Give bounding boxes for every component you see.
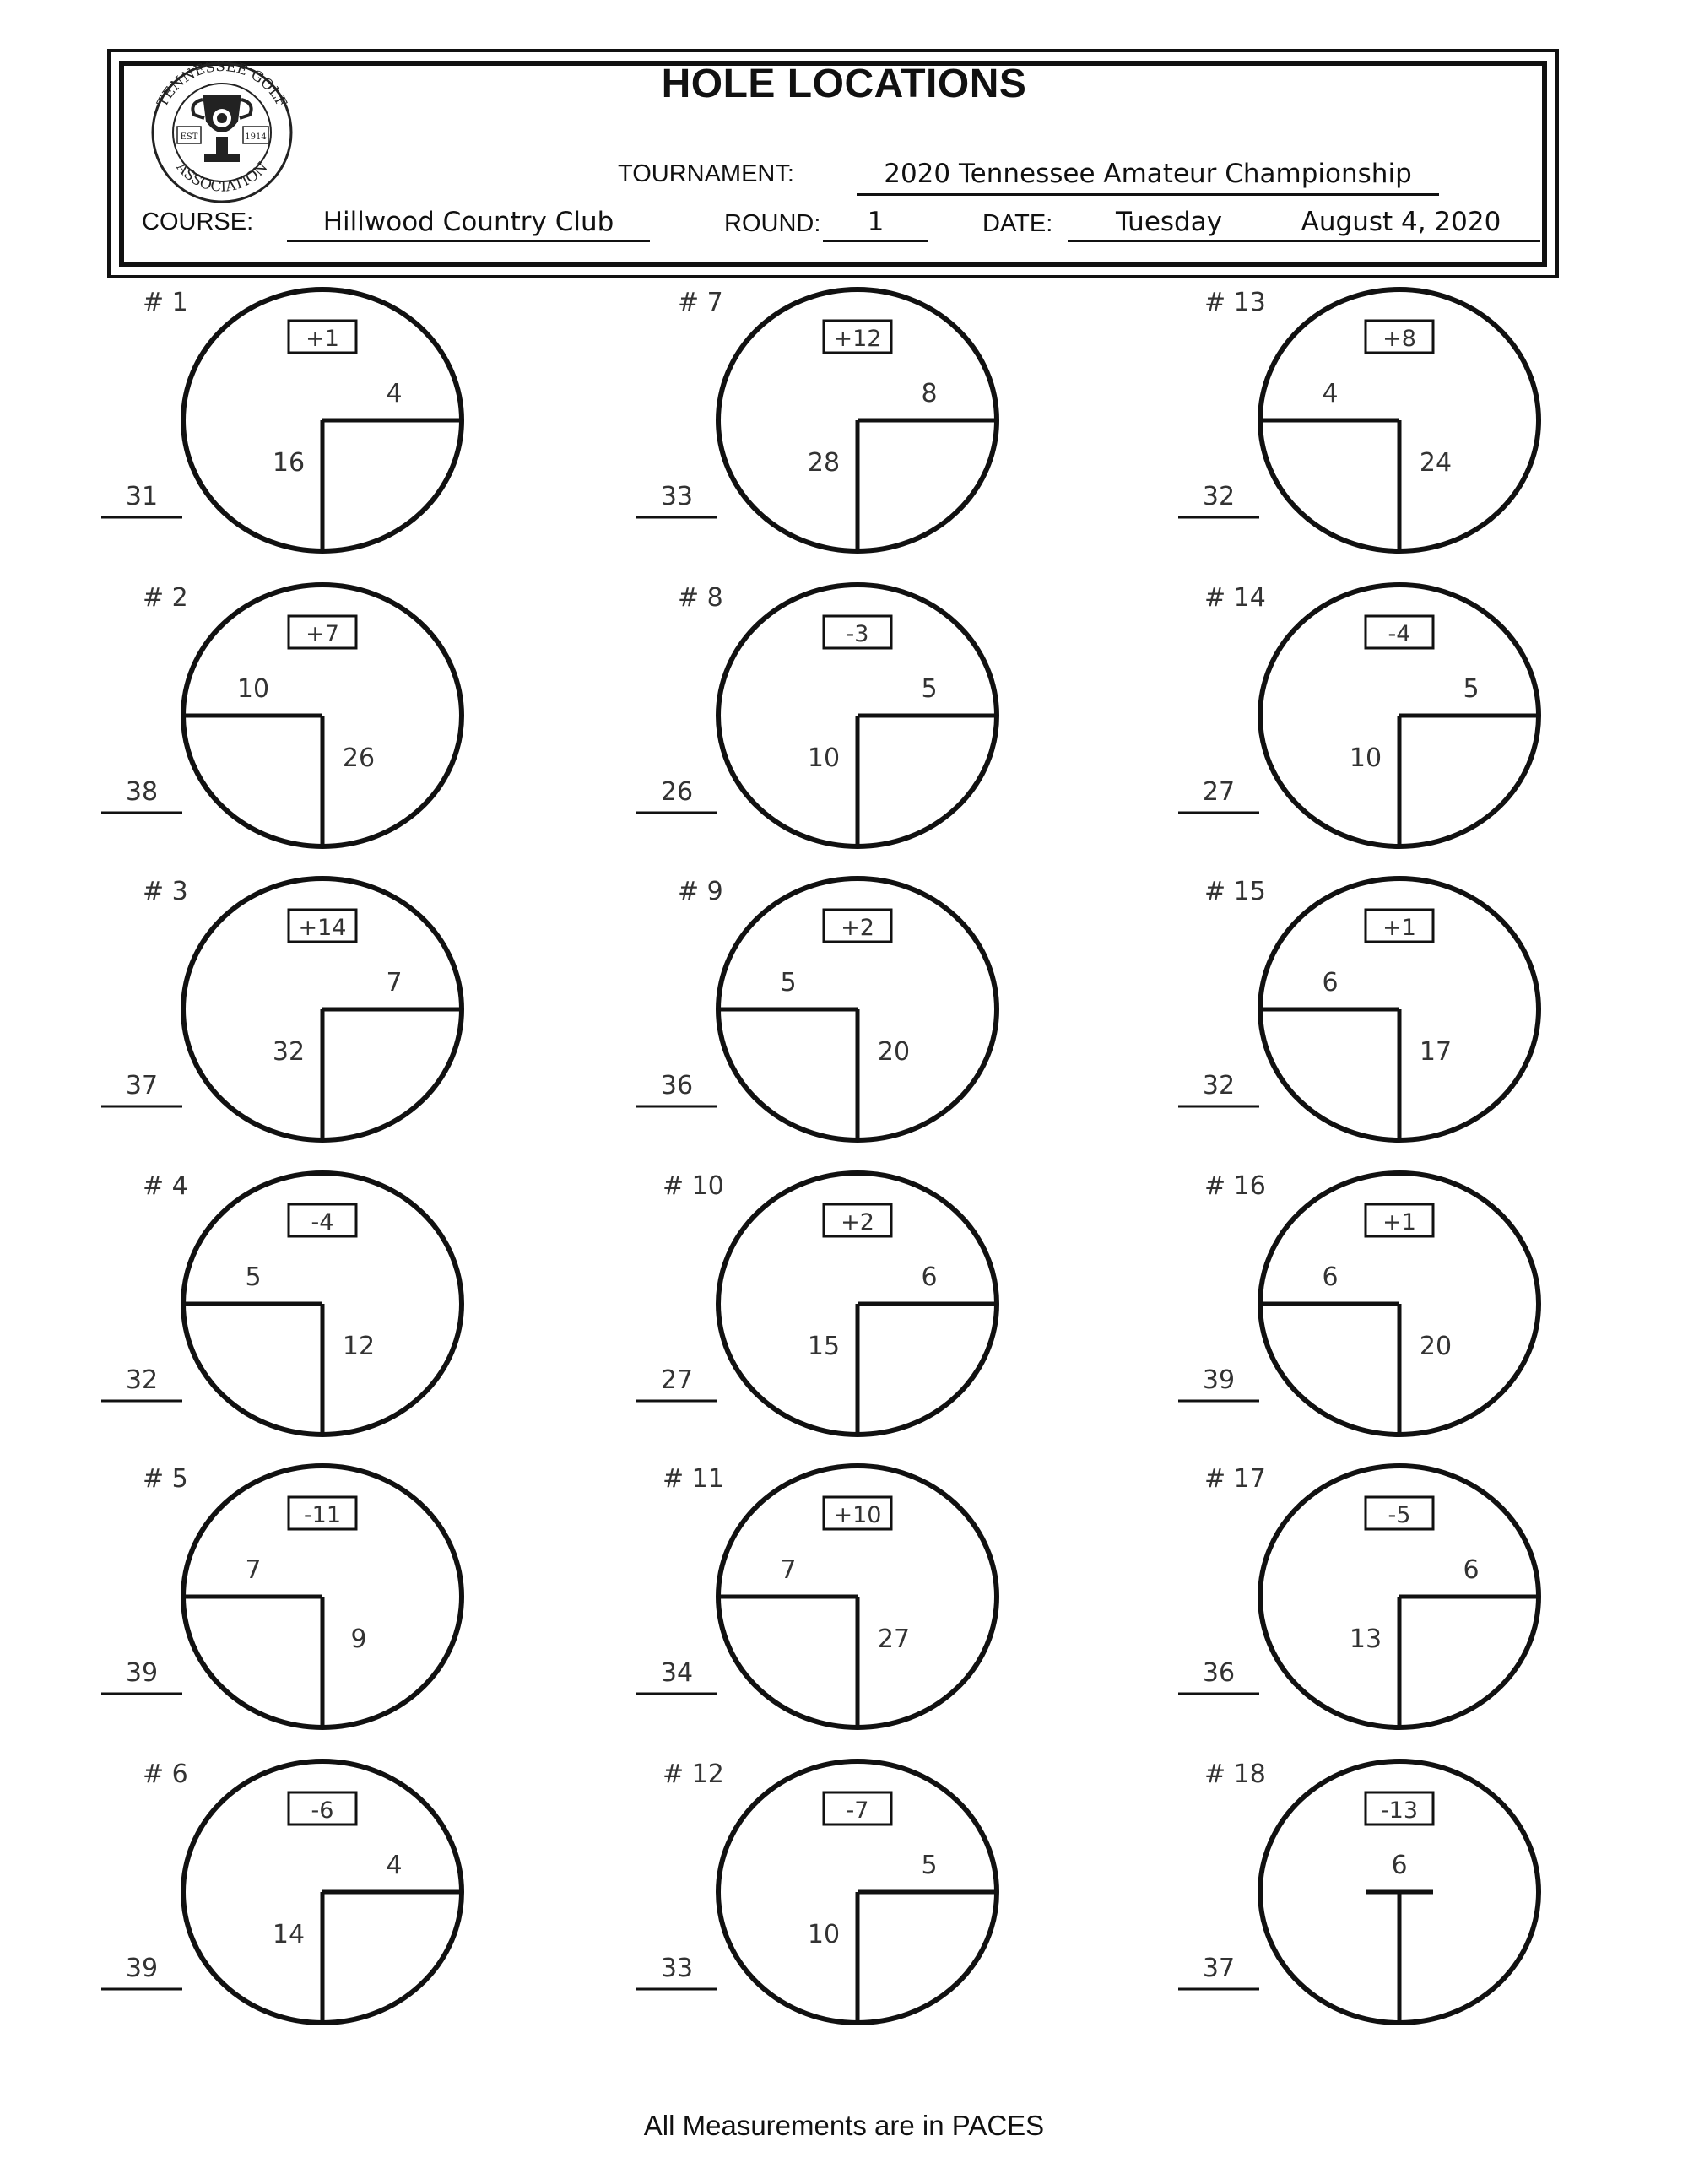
hole-16-right-distance: 20	[1419, 1332, 1453, 1361]
logo-top-text: TENNESSEE GOLF	[154, 61, 290, 111]
hole-9-right-distance: 20	[877, 1037, 911, 1067]
hole-7-top-distance: 8	[921, 379, 938, 408]
hole-10-left-distance: 15	[807, 1332, 841, 1361]
hole-6-top-distance: 4	[386, 1851, 403, 1880]
hole-13-delta: +8	[1382, 326, 1416, 352]
hole-8-left-distance: 10	[807, 743, 841, 773]
course-label: COURSE:	[142, 208, 254, 235]
hole-13-depth: 32	[1202, 482, 1236, 511]
hole-17-label: # 17	[1204, 1464, 1266, 1494]
hole-15-label: # 15	[1204, 877, 1266, 906]
hole-16-label: # 16	[1204, 1171, 1266, 1201]
hole-17-depth: 36	[1202, 1658, 1236, 1688]
hole-10-depth: 27	[660, 1365, 694, 1395]
date-label: DATE:	[982, 210, 1053, 237]
hole-12-label: # 12	[663, 1760, 724, 1789]
hole-10-label: # 10	[663, 1171, 724, 1201]
date-value: August 4, 2020	[1301, 207, 1501, 237]
hole-6-depth: 39	[125, 1954, 159, 1983]
logo-est-text: EST	[180, 132, 198, 142]
hole-2-top-distance: 10	[236, 674, 270, 704]
hole-16-delta: +1	[1382, 1209, 1416, 1235]
hole-12-delta: -7	[846, 1797, 869, 1824]
hole-5-top-distance: 7	[245, 1555, 262, 1585]
hole-14-delta: -4	[1388, 621, 1411, 647]
hole-15-depth: 32	[1202, 1071, 1236, 1100]
hole-11-label: # 11	[663, 1464, 724, 1494]
hole-10-top-distance: 6	[921, 1262, 938, 1292]
hole-7-left-distance: 28	[807, 448, 841, 478]
hole-13-right-distance: 24	[1419, 448, 1453, 478]
round-label: ROUND:	[724, 210, 821, 237]
hole-18-top-distance: 6	[1391, 1851, 1408, 1880]
hole-6-delta: -6	[311, 1797, 334, 1824]
hole-4-depth: 32	[125, 1365, 159, 1395]
hole-15-top-distance: 6	[1322, 968, 1339, 997]
course-value: Hillwood Country Club	[322, 207, 614, 237]
hole-8-depth: 26	[660, 777, 694, 807]
tournament-value: 2020 Tennessee Amateur Championship	[884, 159, 1412, 189]
hole-1-left-distance: 16	[272, 448, 306, 478]
hole-14-depth: 27	[1202, 777, 1236, 807]
hole-10-delta: +2	[841, 1209, 874, 1235]
hole-1-top-distance: 4	[386, 379, 403, 408]
hole-1-label: # 1	[143, 288, 188, 317]
hole-1-delta: +1	[306, 326, 339, 352]
hole-11-top-distance: 7	[780, 1555, 797, 1585]
hole-9-label: # 9	[678, 877, 723, 906]
hole-5-depth: 39	[125, 1658, 159, 1688]
hole-16-depth: 39	[1202, 1365, 1236, 1395]
hole-11-depth: 34	[660, 1658, 694, 1688]
hole-3-delta: +14	[298, 915, 347, 941]
logo-year-text: 1914	[245, 132, 267, 142]
hole-3-label: # 3	[143, 877, 188, 906]
hole-8-delta: -3	[846, 621, 869, 647]
hole-3-left-distance: 32	[272, 1037, 306, 1067]
hole-11-delta: +10	[833, 1502, 882, 1528]
hole-4-right-distance: 12	[342, 1332, 376, 1361]
hole-9-depth: 36	[660, 1071, 694, 1100]
hole-5-label: # 5	[143, 1464, 188, 1494]
hole-11-right-distance: 27	[877, 1624, 911, 1654]
hole-4-label: # 4	[143, 1171, 188, 1201]
hole-12-left-distance: 10	[807, 1920, 841, 1949]
hole-8-label: # 8	[678, 583, 723, 613]
hole-4-delta: -4	[311, 1209, 334, 1235]
page-title: HOLE LOCATIONS	[661, 62, 1027, 106]
hole-1-depth: 31	[125, 482, 159, 511]
footer-note: All Measurements are in PACES	[643, 2110, 1045, 2141]
hole-2-depth: 38	[125, 777, 159, 807]
tournament-label: TOURNAMENT:	[618, 160, 794, 187]
hole-2-right-distance: 26	[342, 743, 376, 773]
hole-6-left-distance: 14	[272, 1920, 306, 1949]
hole-14-top-distance: 5	[1463, 674, 1480, 704]
hole-15-right-distance: 17	[1419, 1037, 1453, 1067]
hole-12-depth: 33	[660, 1954, 694, 1983]
hole-17-top-distance: 6	[1463, 1555, 1480, 1585]
hole-17-left-distance: 13	[1349, 1624, 1382, 1654]
hole-16-top-distance: 6	[1322, 1262, 1339, 1292]
hole-6-label: # 6	[143, 1760, 188, 1789]
hole-8-top-distance: 5	[921, 674, 938, 704]
hole-18-depth: 37	[1202, 1954, 1236, 1983]
hole-9-delta: +2	[841, 915, 874, 941]
hole-7-depth: 33	[660, 482, 694, 511]
hole-3-top-distance: 7	[386, 968, 403, 997]
hole-13-label: # 13	[1204, 288, 1266, 317]
hole-5-right-distance: 9	[350, 1624, 367, 1654]
hole-17-delta: -5	[1388, 1502, 1411, 1528]
day-value: Tuesday	[1115, 207, 1223, 237]
hole-9-top-distance: 5	[780, 968, 797, 997]
hole-12-top-distance: 5	[921, 1851, 938, 1880]
hole-2-label: # 2	[143, 583, 188, 613]
logo-bottom-text: ASSOCIATION	[172, 159, 272, 196]
hole-7-label: # 7	[678, 288, 723, 317]
hole-14-left-distance: 10	[1349, 743, 1382, 773]
hole-5-delta: -11	[303, 1502, 342, 1528]
hole-18-delta: -13	[1380, 1797, 1419, 1824]
hole-14-label: # 14	[1204, 583, 1266, 613]
hole-7-delta: +12	[833, 326, 882, 352]
hole-18-label: # 18	[1204, 1760, 1266, 1789]
hole-15-delta: +1	[1382, 915, 1416, 941]
hole-4-top-distance: 5	[245, 1262, 262, 1292]
hole-3-depth: 37	[125, 1071, 159, 1100]
round-value: 1	[867, 207, 885, 237]
hole-2-delta: +7	[306, 621, 339, 647]
hole-13-top-distance: 4	[1322, 379, 1339, 408]
